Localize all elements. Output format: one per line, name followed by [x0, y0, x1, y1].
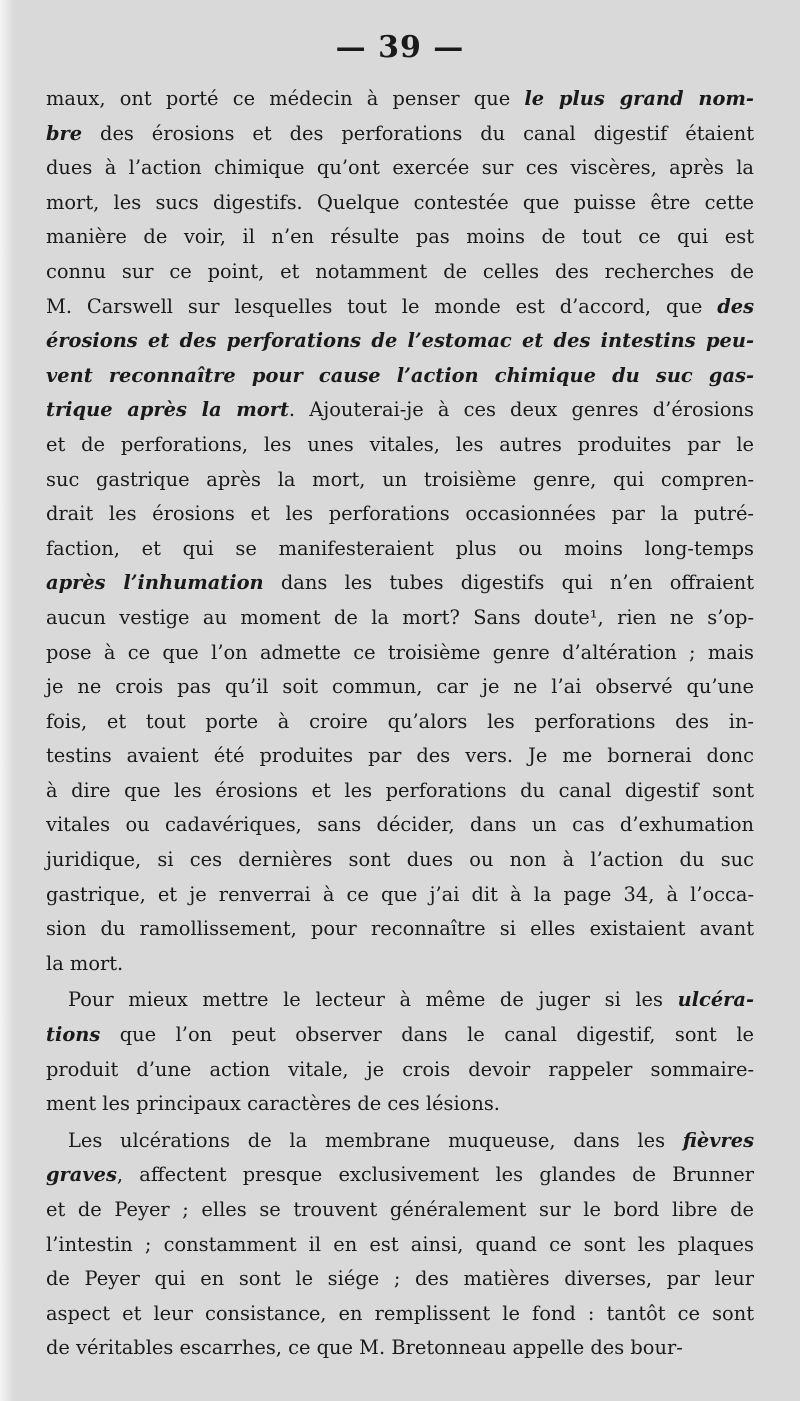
text-segment: que l’on peut observer dans le canal digestif, sont le: [100, 1023, 754, 1047]
page-number: — 39 —: [335, 30, 465, 65]
text-segment: je ne crois pas qu’il soit commun, car je ne l’ai observé qu’une: [46, 675, 754, 699]
text-segment: suc gastrique après la mort, un troisième genre, qui compren-: [46, 467, 754, 491]
text-line: [46, 82, 754, 117]
text-segment: testins avaient été produites par des vers. Je me bornerai donc: [46, 744, 754, 768]
text-segment: dues à l’action chimique qu’ont exercée sur ces viscères, après la: [46, 156, 754, 180]
text-segment: faction, et qui se manifesteraient plus ou moins long-temps: [46, 536, 754, 560]
text-line: [46, 186, 754, 221]
italic-text: vent reconnaître pour cause l’action chimique du suc gas-: [46, 363, 754, 387]
text-line: [46, 1087, 754, 1122]
text-line: [46, 774, 754, 809]
text-line: [46, 636, 754, 671]
text-line: [46, 1158, 754, 1193]
text-segment: et de Peyer ; elles se trouvent généralement sur le bord libre de: [46, 1198, 754, 1221]
text-line: [46, 670, 754, 705]
text-line: [46, 843, 754, 878]
text-line: [46, 1193, 754, 1228]
text-line: [46, 463, 754, 498]
italic-text: bre: [46, 121, 83, 145]
text-segment: Les ulcérations de la membrane muqueuse, dans les: [68, 1128, 683, 1152]
text-line: [46, 878, 754, 913]
text-segment: . Ajouterai-je à ces deux genres d’érosions: [288, 398, 754, 422]
text-line: [46, 359, 754, 394]
text-segment: sion du ramollissement, pour reconnaître si elles existaient avant: [46, 917, 754, 941]
text-line: [46, 601, 754, 636]
italic-text: graves: [46, 1163, 117, 1187]
text-line: [46, 912, 754, 947]
text-line: [46, 255, 754, 290]
text-line: [46, 220, 754, 255]
text-segment: de véritables escarrhes, ce que M. Bretonneau appelle des bour-: [46, 1336, 683, 1360]
italic-text: érosions et des perforations de l’estomac et des intestins peu-: [46, 329, 754, 353]
text-line: [46, 983, 754, 1018]
text-line: [46, 497, 754, 532]
text-segment: M. Carswell sur lesquelles tout le monde est d’accord, que: [46, 294, 718, 318]
text-line: [46, 532, 754, 567]
text-segment: pose à ce que l’on admette ce troisième genre d’altération ; mais: [46, 640, 754, 664]
text-segment: aspect et leur consistance, en remplissent le fond : tantôt ce sont: [46, 1301, 754, 1325]
text-segment: de Peyer qui en sont le siége ; des matières diverses, par leur: [46, 1267, 754, 1291]
text-line: [46, 393, 754, 428]
text-line: [46, 1262, 754, 1297]
text-segment: et de perforations, les unes vitales, les autres produites par le: [46, 432, 754, 456]
text-line: [46, 739, 754, 774]
text-segment: , affectent presque exclusivement les glandes de Brunner: [116, 1163, 754, 1187]
text-segment: drait les érosions et les perforations occasionnées par la putré-: [46, 502, 754, 526]
text-segment: connu sur ce point, et notamment de celles des recherches de: [46, 259, 754, 283]
text-line: [46, 947, 754, 982]
page-body: [46, 82, 754, 1366]
text-segment: maux, ont porté ce médecin à penser que: [46, 87, 525, 110]
text-segment: l’intestin ; constamment il en est ainsi, quand ce sont les plaques: [46, 1232, 754, 1256]
text-line: [46, 808, 754, 843]
text-segment: vitales ou cadavériques, sans décider, dans un cas d’exhumation: [46, 813, 754, 837]
text-line: [46, 1228, 754, 1263]
text-segment: à dire que les érosions et les perforations du canal digestif sont: [46, 778, 754, 802]
text-line: [46, 1018, 754, 1053]
text-line: [46, 324, 754, 359]
text-segment: aucun vestige au moment de la mort? Sans doute¹, rien ne s’op-: [46, 605, 754, 629]
text-segment: manière de voir, il n’en résulte pas moins de tout ce qui est: [46, 225, 754, 249]
text-line: [46, 117, 754, 152]
text-line: [46, 566, 754, 601]
italic-text: des: [717, 294, 754, 318]
text-segment: produit d’une action vitale, je crois devoir rappeler sommaire-: [46, 1057, 754, 1081]
text-segment: Pour mieux mettre le lecteur à même de juger si les: [68, 988, 678, 1012]
text-line: [46, 151, 754, 186]
italic-text: tions: [46, 1023, 101, 1047]
italic-text: fièvres: [682, 1128, 754, 1152]
text-segment: juridique, si ces dernières sont dues ou non à l’action du suc: [46, 848, 754, 872]
text-line: [46, 705, 754, 740]
text-line: [46, 1331, 754, 1366]
italic-text: après l’inhumation: [46, 571, 264, 595]
text-segment: dans les tubes digestifs qui n’en offraient: [263, 571, 754, 595]
italic-text: le plus grand nom-: [524, 87, 754, 110]
text-segment: mort, les sucs digestifs. Quelque contestée que puisse être cette: [46, 190, 754, 214]
text-segment: gastrique, et je renverrai à ce que j’ai dit à la page 34, à l’occa-: [46, 882, 754, 906]
text-segment: ment les principaux caractères de ces lésions.: [46, 1092, 500, 1116]
text-line: [46, 1297, 754, 1332]
text-line: [46, 1053, 754, 1088]
text-segment: des érosions et des perforations du canal digestif étaient: [82, 121, 754, 145]
text-line: [46, 1124, 754, 1159]
text-segment: fois, et tout porte à croire qu’alors les perforations des in-: [46, 709, 754, 733]
italic-text: ulcéra-: [677, 988, 754, 1012]
italic-text: trique après la mort: [46, 398, 289, 422]
text-line: [46, 428, 754, 463]
text-segment: la mort.: [46, 951, 124, 975]
text-line: [46, 290, 754, 325]
